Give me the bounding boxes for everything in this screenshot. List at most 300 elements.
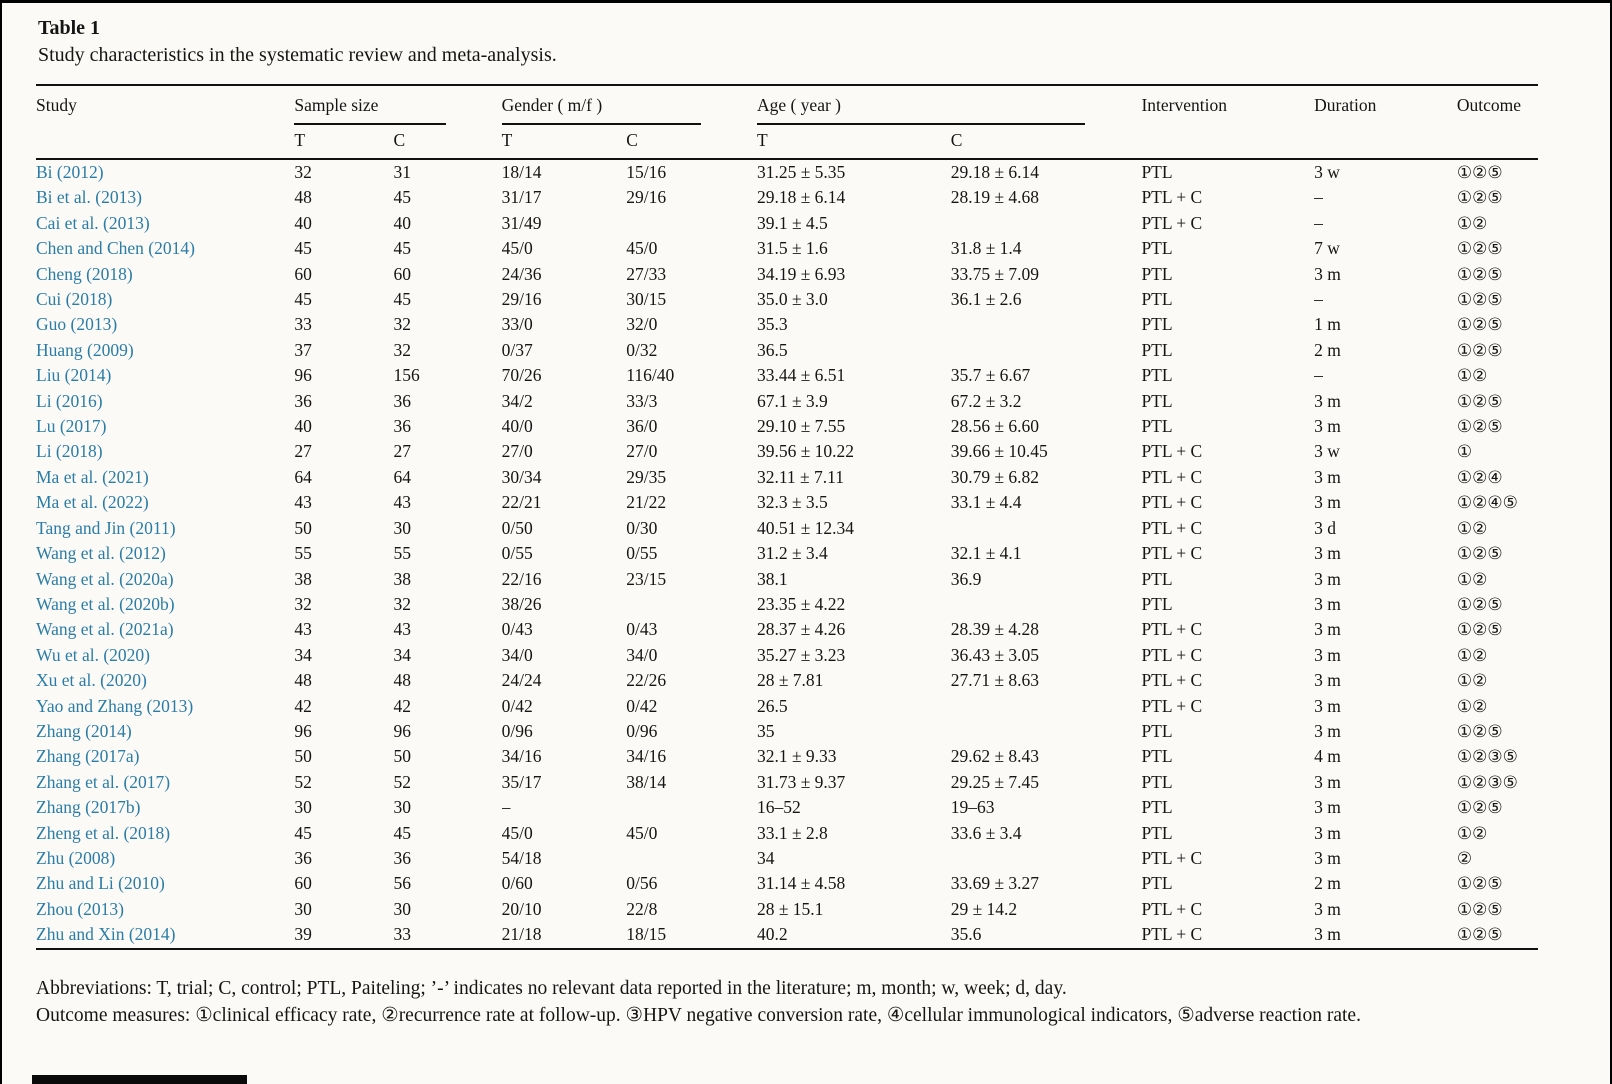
cell-sample-c: 32: [393, 593, 411, 614]
cell-sample-t: 32: [294, 593, 312, 614]
cell-age-t: 35.3: [756, 314, 788, 335]
cell-sample-c: 36: [393, 390, 411, 411]
cell-gender-c: 33/3: [626, 390, 658, 411]
cell-sample-c: 30: [393, 517, 411, 538]
cell-sample-t: 43: [294, 492, 312, 513]
cell-gender-c: 23/15: [626, 568, 667, 589]
cell-outcome: ①②⑤: [1456, 315, 1503, 335]
cell-age-c: [951, 211, 1142, 236]
cell-duration: 3 m: [1314, 416, 1341, 437]
cell-gender-t: 29/16: [501, 289, 542, 310]
cell-age-c: 33.75 ± 7.09: [950, 263, 1040, 284]
footnote-outcome-measures: Outcome measures: ①clinical efficacy rate, ②recurrence rate at follow-up. ③HPV negative conversion rate, ④cellular immunological indicators, ⑤adverse reaction rate.: [36, 1005, 1361, 1027]
subcol-age-t: T: [757, 125, 951, 159]
cell-age-c: [951, 338, 1142, 363]
cell-age-c: 28.39 ± 4.28: [950, 619, 1040, 640]
cell-outcome: ①②: [1456, 366, 1488, 386]
study-citation-link[interactable]: Ma et al. (2022): [36, 492, 149, 513]
col-group-gender-label: Gender ( m/f ): [501, 95, 603, 115]
cell-duration: 3 w: [1314, 441, 1340, 462]
cell-gender-t: 0/42: [501, 695, 533, 716]
cell-outcome: ①②⑤: [1456, 188, 1503, 208]
cell-age-c: 30.79 ± 6.82: [950, 466, 1040, 487]
cell-duration: 3 m: [1314, 390, 1341, 411]
cell-gender-c: 45/0: [626, 822, 658, 843]
cell-age-t: 36.5: [756, 339, 788, 360]
cell-intervention: PTL: [1141, 416, 1173, 437]
cell-sample-t: 50: [294, 746, 312, 767]
cell-age-c: [951, 516, 1142, 541]
cell-gender-t: 22/21: [501, 492, 542, 513]
cell-sample-t: 30: [294, 898, 312, 919]
study-citation-link[interactable]: Bi (2012): [36, 162, 104, 182]
table-row: [36, 871, 1538, 896]
cell-outcome: ①②③⑤: [1456, 772, 1518, 792]
table-row: [36, 211, 1538, 236]
cell-gender-c: 34/0: [626, 644, 658, 665]
cell-outcome: ①②⑤: [1456, 264, 1503, 284]
cell-sample-c: 40: [393, 212, 411, 233]
table-row: [36, 262, 1538, 287]
cell-gender-t: –: [501, 797, 511, 818]
cell-age-t: 35.0 ± 3.0: [756, 289, 828, 310]
table-row: [36, 617, 1538, 642]
study-characteristics-table: [36, 84, 1538, 950]
cell-age-t: 39.1 ± 4.5: [756, 212, 828, 233]
cell-sample-t: 45: [294, 238, 312, 259]
cell-duration: 3 m: [1314, 568, 1341, 589]
table-row: [36, 185, 1538, 210]
cell-gender-c: 22/8: [626, 898, 658, 919]
cell-gender-c: 27/33: [626, 263, 667, 284]
cell-gender-t: 24/36: [501, 263, 542, 284]
cell-sample-c: 55: [393, 543, 411, 564]
cell-age-c: 36.1 ± 2.6: [950, 289, 1022, 310]
cell-intervention: PTL: [1141, 314, 1173, 335]
cell-gender-c: 0/30: [626, 517, 658, 538]
cell-age-t: 31.73 ± 9.37: [756, 771, 846, 792]
table-row: [36, 389, 1538, 414]
cell-outcome: ①②: [1456, 671, 1488, 691]
cell-outcome: ①②⑤: [1456, 620, 1503, 640]
cell-gender-t: 31/17: [501, 187, 542, 208]
cell-duration: 3 m: [1314, 263, 1341, 284]
cell-intervention: PTL: [1141, 238, 1173, 259]
cell-outcome: ①②: [1456, 213, 1488, 233]
table-row: [36, 897, 1538, 922]
cell-sample-c: 30: [393, 797, 411, 818]
cell-outcome: ①②⑤: [1456, 594, 1503, 614]
cell-age-t: 32.1 ± 9.33: [756, 746, 837, 767]
cell-duration: 3 w: [1314, 162, 1340, 182]
cell-age-c: 39.66 ± 10.45: [950, 441, 1048, 462]
scan-artifact-bar: [32, 1075, 247, 1084]
table-row: [36, 668, 1538, 693]
table-row: [36, 592, 1538, 617]
col-group-sample-size-label: Sample size: [294, 95, 379, 115]
cell-sample-c: 36: [393, 416, 411, 437]
cell-gender-t: 0/60: [501, 873, 533, 894]
cell-age-t: 31.25 ± 5.35: [756, 162, 846, 182]
cell-gender-c: 18/15: [626, 924, 667, 945]
cell-sample-c: 27: [393, 441, 411, 462]
cell-duration: 3 d: [1314, 517, 1337, 538]
cell-gender-t: 18/14: [501, 162, 542, 182]
cell-intervention: PTL + C: [1141, 441, 1203, 462]
cell-outcome: ①②: [1456, 823, 1488, 843]
cell-age-t: 38.1: [756, 568, 788, 589]
study-citation-link[interactable]: Wang et al. (2021a): [36, 619, 174, 640]
cell-outcome: ②: [1456, 848, 1473, 868]
cell-duration: 3 m: [1314, 797, 1341, 818]
cell-intervention: PTL: [1141, 593, 1173, 614]
cell-gender-t: 34/2: [501, 390, 533, 411]
cell-duration: 2 m: [1314, 873, 1341, 894]
study-citation-link[interactable]: Chen and Chen (2014): [36, 238, 195, 259]
cell-duration: 2 m: [1314, 339, 1341, 360]
cell-sample-c: 42: [393, 695, 411, 716]
cell-age-t: 34: [756, 847, 775, 868]
cell-age-t: 35: [756, 720, 775, 741]
cell-sample-c: 45: [393, 238, 411, 259]
cell-gender-t: 0/55: [501, 543, 533, 564]
study-citation-link[interactable]: Tang and Jin (2011): [36, 517, 176, 538]
cell-sample-t: 55: [294, 543, 312, 564]
cell-gender-c: 22/26: [626, 670, 667, 691]
cell-age-c: 33.69 ± 3.27: [950, 873, 1040, 894]
cell-outcome: ①②: [1456, 696, 1488, 716]
cell-gender-t: 34/16: [501, 746, 542, 767]
study-citation-link[interactable]: Zhou (2013): [36, 898, 124, 919]
cell-duration: 3 m: [1314, 492, 1341, 513]
cell-age-t: 33.1 ± 2.8: [756, 822, 828, 843]
cell-gender-t: 54/18: [501, 847, 542, 868]
cell-sample-t: 40: [294, 212, 312, 233]
cell-sample-t: 33: [294, 314, 312, 335]
study-citation-link[interactable]: Bi et al. (2013): [36, 187, 142, 208]
cell-outcome: ①②⑤: [1456, 925, 1503, 945]
study-citation-link[interactable]: Huang (2009): [36, 339, 134, 360]
cell-intervention: PTL + C: [1141, 924, 1203, 945]
col-header-intervention: Intervention: [1141, 85, 1314, 159]
table-row: [36, 694, 1538, 719]
cell-intervention: PTL: [1141, 390, 1173, 411]
cell-age-c: [951, 312, 1142, 337]
cell-gender-t: 31/49: [501, 212, 542, 233]
cell-age-c: [951, 694, 1142, 719]
cell-sample-t: 40: [294, 416, 312, 437]
study-citation-link[interactable]: Lu (2017): [36, 416, 107, 437]
cell-duration: –: [1314, 187, 1323, 208]
cell-sample-t: 27: [294, 441, 312, 462]
cell-sample-t: 36: [294, 390, 312, 411]
cell-intervention: PTL: [1141, 162, 1173, 182]
cell-outcome: ①②: [1456, 569, 1488, 589]
cell-outcome: ①②⑤: [1456, 239, 1503, 259]
cell-gender-t: 45/0: [501, 822, 533, 843]
study-citation-link[interactable]: Wang et al. (2020a): [36, 568, 174, 589]
cell-age-c: 33.1 ± 4.4: [950, 492, 1022, 513]
cell-sample-t: 64: [294, 466, 312, 487]
study-citation-link[interactable]: Li (2018): [36, 441, 103, 462]
cell-duration: 3 m: [1314, 822, 1341, 843]
study-citation-link[interactable]: Zheng et al. (2018): [36, 822, 171, 843]
cell-intervention: PTL: [1141, 339, 1173, 360]
footnote-abbreviations: Abbreviations: T, trial; C, control; PTL, Paiteling; ’-’ indicates no relevant data reported in the literature; m, month; w, week; d, day.: [36, 977, 1067, 999]
study-citation-link[interactable]: Cai et al. (2013): [36, 212, 150, 233]
cell-sample-c: 48: [393, 670, 411, 691]
cell-duration: –: [1314, 212, 1323, 233]
cell-duration: 3 m: [1314, 847, 1341, 868]
cell-gender-t: 27/0: [501, 441, 533, 462]
cell-sample-c: 30: [393, 898, 411, 919]
cell-sample-t: 48: [294, 670, 312, 691]
cell-intervention: PTL + C: [1141, 898, 1203, 919]
cell-sample-t: 39: [294, 924, 312, 945]
cell-gender-c: 29/16: [626, 187, 667, 208]
cell-gender-c: 0/56: [626, 873, 658, 894]
table-row: [36, 159, 1538, 185]
table-row: [36, 465, 1538, 490]
cell-gender-c: [626, 795, 757, 820]
cell-intervention: PTL: [1141, 263, 1173, 284]
cell-gender-c: 0/42: [626, 695, 658, 716]
cell-sample-c: 45: [393, 187, 411, 208]
cell-gender-t: 35/17: [501, 771, 542, 792]
study-citation-link[interactable]: Wu et al. (2020): [36, 644, 150, 665]
cell-intervention: PTL: [1141, 797, 1173, 818]
cell-gender-t: 21/18: [501, 924, 542, 945]
cell-outcome: ①②④: [1456, 467, 1503, 487]
cell-age-c: 29.25 ± 7.45: [950, 771, 1040, 792]
table-row: [36, 744, 1538, 769]
cell-duration: 3 m: [1314, 593, 1341, 614]
cell-sample-t: 45: [294, 822, 312, 843]
cell-gender-c: 45/0: [626, 238, 658, 259]
cell-age-c: 35.6: [950, 924, 982, 945]
cell-duration: 3 m: [1314, 771, 1341, 792]
cell-sample-c: 36: [393, 847, 411, 868]
cell-gender-c: 21/22: [626, 492, 667, 513]
cell-age-c: 28.19 ± 4.68: [950, 187, 1040, 208]
cell-intervention: PTL + C: [1141, 847, 1203, 868]
cell-sample-t: 45: [294, 289, 312, 310]
cell-sample-t: 34: [294, 644, 312, 665]
cell-duration: 4 m: [1314, 746, 1341, 767]
cell-age-c: 36.9: [950, 568, 982, 589]
study-citation-link[interactable]: Zhang et al. (2017): [36, 771, 171, 792]
cell-age-t: 23.35 ± 4.22: [756, 593, 846, 614]
table-row: [36, 643, 1538, 668]
cell-sample-t: 96: [294, 365, 312, 386]
cell-age-c: 67.2 ± 3.2: [950, 390, 1022, 411]
study-citation-link[interactable]: Yao and Zhang (2013): [36, 695, 194, 716]
cell-age-c: 33.6 ± 3.4: [950, 822, 1022, 843]
table-row: [36, 821, 1538, 846]
cell-age-t: 31.2 ± 3.4: [756, 543, 828, 564]
cell-age-t: 32.3 ± 3.5: [756, 492, 828, 513]
cell-intervention: PTL + C: [1141, 695, 1203, 716]
cell-duration: 3 m: [1314, 543, 1341, 564]
cell-intervention: PTL: [1141, 365, 1173, 386]
study-citation-link[interactable]: Li (2016): [36, 390, 103, 411]
cell-outcome: ①②⑤: [1456, 544, 1503, 564]
cell-age-t: 39.56 ± 10.22: [756, 441, 855, 462]
cell-intervention: PTL + C: [1141, 644, 1203, 665]
cell-sample-t: 60: [294, 263, 312, 284]
cell-outcome: ①②: [1456, 518, 1488, 538]
cell-age-c: 36.43 ± 3.05: [950, 644, 1040, 665]
cell-age-c: [951, 846, 1142, 871]
col-header-outcome: Outcome: [1457, 85, 1538, 159]
cell-sample-c: 32: [393, 314, 411, 335]
cell-sample-c: 45: [393, 822, 411, 843]
table-row: [36, 922, 1538, 948]
cell-duration: 1 m: [1314, 314, 1341, 335]
cell-sample-c: 31: [393, 162, 411, 182]
table-row: [36, 439, 1538, 464]
cell-duration: 7 w: [1314, 238, 1340, 259]
cell-gender-c: 0/32: [626, 339, 658, 360]
cell-outcome: ①②⑤: [1456, 417, 1503, 437]
cell-outcome: ①②⑤: [1456, 163, 1503, 182]
table-body: [36, 159, 1538, 949]
cell-outcome: ①②⑤: [1456, 340, 1503, 360]
cell-age-t: 28 ± 15.1: [756, 898, 824, 919]
cell-sample-t: 32: [294, 162, 312, 182]
study-citation-link[interactable]: Zhu (2008): [36, 847, 116, 868]
cell-gender-c: 116/40: [626, 365, 675, 386]
cell-age-c: 29.62 ± 8.43: [950, 746, 1040, 767]
cell-duration: 3 m: [1314, 720, 1341, 741]
cell-sample-c: 64: [393, 466, 411, 487]
cell-gender-t: 33/0: [501, 314, 533, 335]
cell-outcome: ①: [1456, 442, 1473, 462]
table-row: [36, 567, 1538, 592]
cell-sample-c: 34: [393, 644, 411, 665]
cell-gender-t: 20/10: [501, 898, 542, 919]
study-citation-link[interactable]: Zhang (2017a): [36, 746, 140, 767]
cell-intervention: PTL + C: [1141, 619, 1203, 640]
col-group-age-label: Age ( year ): [756, 95, 841, 115]
study-citation-link[interactable]: Zhang (2014): [36, 720, 132, 741]
header-row-groups: [36, 85, 1538, 125]
cell-gender-t: 22/16: [501, 568, 542, 589]
cell-intervention: PTL + C: [1141, 187, 1203, 208]
study-citation-link[interactable]: Wang et al. (2020b): [36, 593, 175, 614]
cell-gender-t: 0/96: [501, 720, 533, 741]
cell-intervention: PTL + C: [1141, 543, 1203, 564]
cell-age-t: 40.2: [756, 924, 788, 945]
cell-gender-t: 34/0: [501, 644, 533, 665]
table-row: [36, 516, 1538, 541]
cell-age-t: 29.10 ± 7.55: [756, 416, 846, 437]
subcol-age-c: C: [951, 125, 1142, 159]
table-title: Table 1: [38, 17, 101, 39]
col-group-sample-size: [294, 85, 501, 125]
cell-age-c: 28.56 ± 6.60: [950, 416, 1040, 437]
cell-age-t: 16–52: [756, 797, 801, 818]
cell-intervention: PTL + C: [1141, 517, 1203, 538]
cell-age-c: 19–63: [950, 797, 995, 818]
cell-gender-c: 0/55: [626, 543, 658, 564]
col-header-duration: Duration: [1314, 85, 1457, 159]
study-citation-link[interactable]: Zhang (2017b): [36, 797, 141, 818]
study-citation-link[interactable]: Ma et al. (2021): [36, 466, 149, 487]
cell-sample-c: 33: [393, 924, 411, 945]
cell-outcome: ①②⑤: [1456, 899, 1503, 919]
cell-sample-t: 48: [294, 187, 312, 208]
cell-age-c: 29.18 ± 6.14: [950, 162, 1040, 182]
study-citation-link[interactable]: Guo (2013): [36, 314, 118, 335]
subcol-sample-t: T: [294, 125, 393, 159]
cell-age-t: 31.5 ± 1.6: [756, 238, 828, 259]
cell-age-c: [951, 592, 1142, 617]
study-citation-link[interactable]: Cheng (2018): [36, 263, 133, 284]
cell-sample-t: 37: [294, 339, 312, 360]
cell-duration: 3 m: [1314, 670, 1341, 691]
cell-sample-t: 30: [294, 797, 312, 818]
table-row: [36, 770, 1538, 795]
study-citation-link[interactable]: Wang et al. (2012): [36, 543, 166, 564]
cell-gender-c: 32/0: [626, 314, 658, 335]
cell-sample-c: 43: [393, 619, 411, 640]
cell-intervention: PTL: [1141, 771, 1173, 792]
cell-sample-t: 52: [294, 771, 312, 792]
cell-outcome: ①②⑤: [1456, 721, 1503, 741]
table-row: [36, 236, 1538, 261]
cell-intervention: PTL + C: [1141, 212, 1203, 233]
cell-outcome: ①②⑤: [1456, 874, 1503, 894]
cell-sample-t: 36: [294, 847, 312, 868]
cell-age-t: 35.27 ± 3.23: [756, 644, 846, 665]
cell-age-c: 32.1 ± 4.1: [950, 543, 1022, 564]
cell-gender-t: 30/34: [501, 466, 542, 487]
cell-duration: 3 m: [1314, 644, 1341, 665]
table-header: [36, 85, 1538, 159]
cell-outcome: ①②⑤: [1456, 798, 1503, 818]
table-row: [36, 363, 1538, 388]
cell-age-t: 33.44 ± 6.51: [756, 365, 846, 386]
table-row: [36, 541, 1538, 566]
study-citation-link[interactable]: Liu (2014): [36, 365, 112, 386]
study-citation-link[interactable]: Zhu and Li (2010): [36, 873, 165, 894]
table-row: [36, 414, 1538, 439]
cell-gender-c: 27/0: [626, 441, 658, 462]
cell-intervention: PTL + C: [1141, 492, 1203, 513]
cell-duration: –: [1314, 289, 1323, 310]
cell-age-c: [951, 719, 1142, 744]
study-citation-link[interactable]: Cui (2018): [36, 289, 113, 310]
cell-intervention: PTL: [1141, 289, 1173, 310]
cell-age-t: 29.18 ± 6.14: [756, 187, 846, 208]
cell-gender-c: 34/16: [626, 746, 667, 767]
cell-gender-c: 29/35: [626, 466, 667, 487]
cell-duration: 3 m: [1314, 898, 1341, 919]
cell-intervention: PTL: [1141, 568, 1173, 589]
study-citation-link[interactable]: Zhu and Xin (2014): [36, 924, 176, 945]
study-citation-link[interactable]: Xu et al. (2020): [36, 670, 147, 691]
cell-sample-t: 60: [294, 873, 312, 894]
cell-gender-c: [626, 592, 757, 617]
cell-outcome: ①②③⑤: [1456, 747, 1518, 767]
cell-gender-t: 0/50: [501, 517, 533, 538]
cell-sample-t: 50: [294, 517, 312, 538]
cell-duration: –: [1314, 365, 1323, 386]
cell-gender-t: 40/0: [501, 416, 533, 437]
cell-outcome: ①②⑤: [1456, 290, 1503, 310]
subcol-sample-c: C: [393, 125, 501, 159]
